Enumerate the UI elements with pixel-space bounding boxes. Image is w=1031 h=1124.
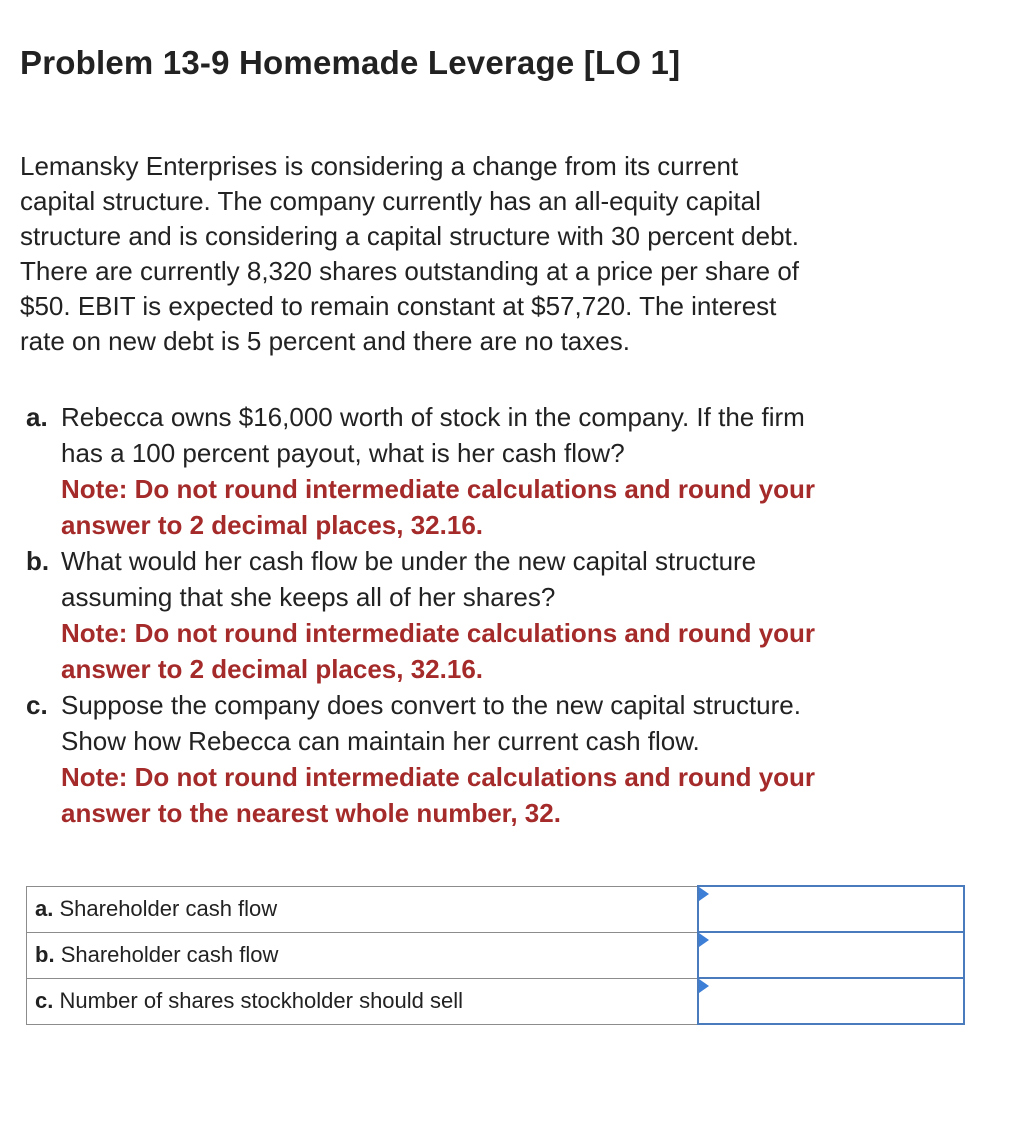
answer-label [27, 978, 699, 1024]
flag-icon [699, 933, 709, 947]
rounding-note: answer to 2 decimal places, 32.16. [61, 510, 484, 540]
flag-icon [699, 887, 709, 901]
intro-line: rate on new debt is 5 percent and there are no taxes. [20, 326, 630, 356]
rounding-note: Note: Do not round intermediate calculations and round your [61, 474, 816, 504]
answer-label [27, 932, 699, 978]
shareholder-cash-flow-a-input[interactable] [699, 888, 963, 930]
answer-cell-c [698, 978, 964, 1024]
shareholder-cash-flow-b-input[interactable] [699, 934, 963, 976]
question-text: Show how Rebecca can maintain her current cash flow. [61, 726, 700, 756]
question-letter: c. [26, 690, 48, 720]
problem-intro [20, 149, 1000, 359]
rounding-note: Note: Do not round intermediate calculations and round your [61, 762, 816, 792]
question-a [26, 399, 1006, 543]
question-b [26, 543, 1006, 687]
answer-row-c [27, 978, 965, 1024]
question-letter: a. [26, 402, 48, 432]
answer-label-text: Number of shares stockholder should sell [59, 988, 464, 1013]
answer-row-a [27, 886, 965, 932]
answer-letter: a. [35, 896, 54, 921]
answer-label-text: Shareholder cash flow [59, 896, 278, 921]
answer-table [26, 885, 965, 1025]
flag-icon [699, 979, 709, 993]
rounding-note: Note: Do not round intermediate calculations and round your [61, 618, 816, 648]
answer-cell-a [698, 886, 964, 932]
intro-line: $50. EBIT is expected to remain constant at $57,720. The interest [20, 291, 777, 321]
intro-line: structure and is considering a capital structure with 30 percent debt. [20, 221, 799, 251]
answer-letter: c. [35, 988, 54, 1013]
intro-line: Lemansky Enterprises is considering a change from its current [20, 151, 739, 181]
answer-cell-b [698, 932, 964, 978]
question-letter: b. [26, 546, 50, 576]
intro-line: There are currently 8,320 shares outstanding at a price per share of [20, 256, 799, 286]
intro-line: capital structure. The company currently has an all-equity capital [20, 186, 761, 216]
question-text: What would her cash flow be under the new capital structure [61, 546, 757, 576]
rounding-note: answer to the nearest whole number, 32. [61, 798, 561, 828]
question-text: Suppose the company does convert to the new capital structure. [61, 690, 801, 720]
shares-to-sell-input[interactable] [699, 980, 963, 1022]
rounding-note: answer to 2 decimal places, 32.16. [61, 654, 484, 684]
question-text: Rebecca owns $16,000 worth of stock in the company. If the firm [61, 402, 805, 432]
question-text: has a 100 percent payout, what is her cash flow? [61, 438, 625, 468]
answer-label-text: Shareholder cash flow [60, 942, 279, 967]
question-text: assuming that she keeps all of her shares? [61, 582, 556, 612]
question-c [26, 687, 1006, 831]
answer-row-b [27, 932, 965, 978]
answer-label [27, 886, 699, 932]
problem-title: Problem 13-9 Homemade Leverage [LO 1] [20, 44, 681, 81]
answer-letter: b. [35, 942, 55, 967]
